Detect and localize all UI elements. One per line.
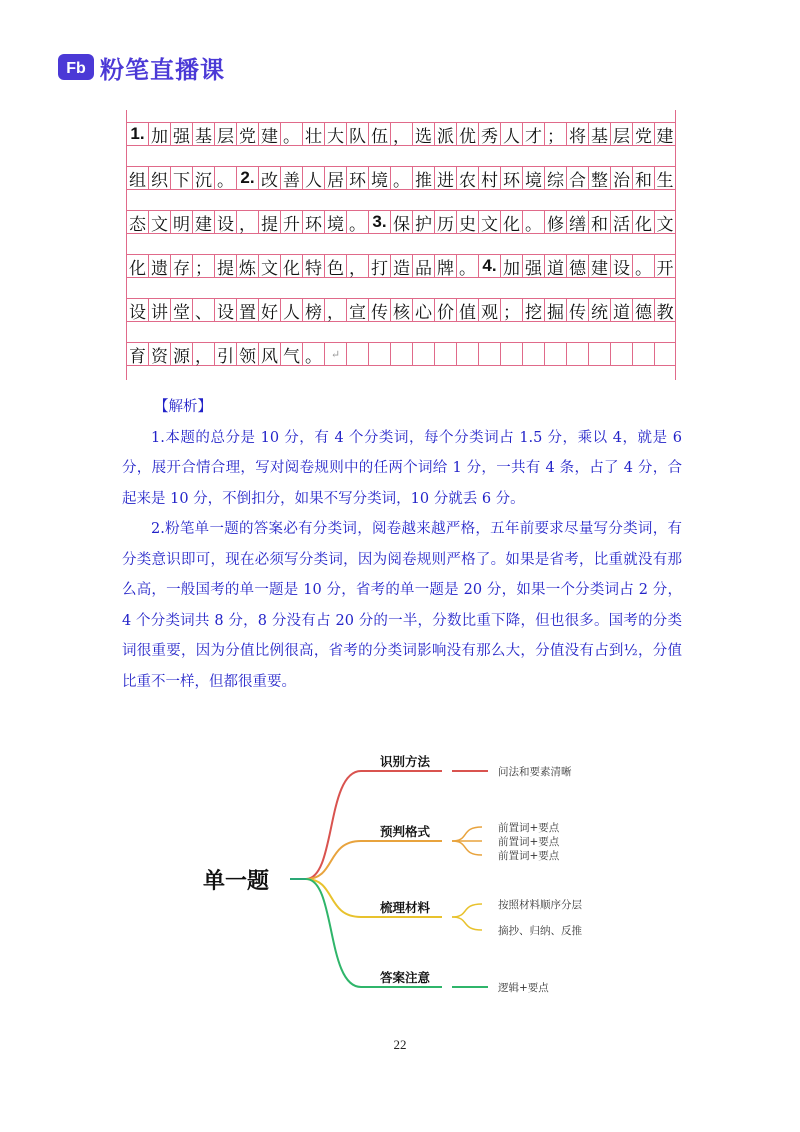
- grid-cell: 村: [478, 166, 500, 190]
- grid-cell: 掘: [544, 298, 566, 322]
- grid-cell: [544, 342, 566, 366]
- grid-cell: 色: [324, 254, 346, 278]
- grid-cell: 开: [654, 254, 676, 278]
- grid-cell: 沉: [192, 166, 214, 190]
- grid-cell: [390, 342, 412, 366]
- grid-cell: [478, 342, 500, 366]
- grid-cell: 织: [148, 166, 170, 190]
- grid-cell: 观: [478, 298, 500, 322]
- grid-cell: 化: [126, 254, 148, 278]
- mindmap-leaf: 前置词+要点: [498, 822, 560, 834]
- grid-cell: 层: [214, 122, 236, 146]
- grid-cell: [434, 342, 456, 366]
- grid-cell: 综: [544, 166, 566, 190]
- grid-cell: 心: [412, 298, 434, 322]
- grid-cell: [500, 342, 522, 366]
- grid-cell: 加: [500, 254, 522, 278]
- grid-cell: 秀: [478, 122, 500, 146]
- grid-cell: 。: [390, 166, 412, 190]
- fenbi-logo-icon: [58, 54, 94, 80]
- grid-cell: 德: [566, 254, 588, 278]
- mindmap-leaf: 问法和要素清晰: [498, 766, 572, 778]
- grid-cell: 保: [390, 210, 412, 234]
- grid-cell: 化: [280, 254, 302, 278]
- grid-cell: 明: [170, 210, 192, 234]
- grid-border-left: [126, 110, 127, 380]
- grid-cell: 史: [456, 210, 478, 234]
- grid-cell: 壮: [302, 122, 324, 146]
- grid-cell: 榜: [302, 298, 324, 322]
- grid-cell: 和: [632, 166, 654, 190]
- grid-cell: 升: [280, 210, 302, 234]
- grid-cell: 生: [654, 166, 676, 190]
- mindmap-leaf-connector: [452, 827, 482, 841]
- grid-cell: 改: [258, 166, 280, 190]
- grid-cell: 建: [258, 122, 280, 146]
- grid-cell: 。: [280, 122, 302, 146]
- grid-cell: 、: [192, 298, 214, 322]
- grid-cell: 缮: [566, 210, 588, 234]
- grid-cell: ，: [236, 210, 258, 234]
- grid-cell: 境: [522, 166, 544, 190]
- grid-cell: 化: [500, 210, 522, 234]
- grid-cell: 建: [588, 254, 610, 278]
- grid-cell: 环: [302, 210, 324, 234]
- grid-cell: 炼: [236, 254, 258, 278]
- grid-cell: 派: [434, 122, 456, 146]
- grid-cell: 人: [500, 122, 522, 146]
- grid-cell: 党: [236, 122, 258, 146]
- grid-cell: 好: [258, 298, 280, 322]
- mindmap-leaf: 摘抄、归纳、反推: [498, 925, 582, 937]
- header: [58, 50, 225, 84]
- mindmap-root: 单一题: [203, 869, 270, 894]
- grid-row: [126, 122, 676, 146]
- grid-cell: 设: [610, 254, 632, 278]
- grid-cell: 特: [302, 254, 324, 278]
- grid-cell: 建: [192, 210, 214, 234]
- mindmap-leaf-connector: [452, 841, 482, 855]
- grid-cell: 资: [148, 342, 170, 366]
- grid-cell: [368, 342, 390, 366]
- grid-cell: 治: [610, 166, 632, 190]
- grid-cell: 德: [632, 298, 654, 322]
- grid-cell: 善: [280, 166, 302, 190]
- grid-cell: 基: [588, 122, 610, 146]
- grid-cell: 领: [236, 342, 258, 366]
- brand-title: 粉笔直播课: [100, 55, 225, 84]
- grid-cell: 居: [324, 166, 346, 190]
- grid-cell: 造: [390, 254, 412, 278]
- grid-cell: 置: [236, 298, 258, 322]
- grid-cell: 。: [632, 254, 654, 278]
- grid-cell: [654, 342, 676, 366]
- grid-cell: 环: [500, 166, 522, 190]
- grid-cell: 堂: [170, 298, 192, 322]
- grid-cell: 加: [148, 122, 170, 146]
- grid-cell: 气: [280, 342, 302, 366]
- grid-cell: 进: [434, 166, 456, 190]
- grid-cell: 大: [324, 122, 346, 146]
- grid-cell: 境: [324, 210, 346, 234]
- grid-cell: 。: [456, 254, 478, 278]
- grid-cell: 历: [434, 210, 456, 234]
- grid-cell: ，: [192, 342, 214, 366]
- grid-cell: 农: [456, 166, 478, 190]
- grid-cell: 基: [192, 122, 214, 146]
- grid-cell: 建: [654, 122, 676, 146]
- grid-row: [126, 254, 676, 278]
- page-number: 22: [393, 1037, 407, 1052]
- grid-cell: ，: [390, 122, 412, 146]
- grid-cell: 优: [456, 122, 478, 146]
- grid-cell: 传: [566, 298, 588, 322]
- analysis-paragraph-2: 2.粉笔单一题的答案必有分类词，阅卷越来越严格，五年前要求尽量写分类词，有分类意识即可，现在必须写分类词，因为阅卷规则严格了。如果是省考，比重就没有那么高，一般国考的单一题是 10 分，省考的单一题是 20 分，如果一个分类词占 2 分，4 个分类词共 8 分，8 分没有占 20 分的一半，分数比重下降，但也很多。国考的分类词很重要，因为分值比例很高，省考的分类词影响没有那么大，分值没有占到½，分值比重不一样，但都很重要。: [122, 521, 682, 690]
- grid-cell: 。: [346, 210, 368, 234]
- grid-cell: 层: [610, 122, 632, 146]
- grid-cell: [522, 342, 544, 366]
- grid-cell: 设: [214, 210, 236, 234]
- grid-cell: 2.: [236, 166, 258, 190]
- grid-cell: 值: [456, 298, 478, 322]
- grid-cell: ；: [544, 122, 566, 146]
- grid-cell: ；: [500, 298, 522, 322]
- mindmap-leaf-connector: [452, 917, 482, 930]
- grid-cell: [632, 342, 654, 366]
- grid-cell: 提: [258, 210, 280, 234]
- mindmap-leaf: 前置词+要点: [498, 850, 560, 862]
- analysis-paragraph-1: 1.本题的总分是 10 分，有 4 个分类词，每个分类词占 1.5 分，乘以 4，就是 6 分，展开合情合理，写对阅卷规则中的任两个词给 1 分，一共有 4 条，占了 4 分，合起来是 10 分，不倒扣分，如果不写分类词，10 分就丢 6 分。: [122, 429, 682, 507]
- grid-cell: 环: [346, 166, 368, 190]
- grid-cell: 组: [126, 166, 148, 190]
- grid-cell: 人: [280, 298, 302, 322]
- grid-cell: [566, 342, 588, 366]
- grid-cell: 文: [258, 254, 280, 278]
- grid-cell: 修: [544, 210, 566, 234]
- grid-cell: [412, 342, 434, 366]
- grid-cell: 宣: [346, 298, 368, 322]
- grid-cell: 下: [170, 166, 192, 190]
- grid-cell: 打: [368, 254, 390, 278]
- grid-cell: 统: [588, 298, 610, 322]
- grid-cell: 育: [126, 342, 148, 366]
- grid-cell: 整: [588, 166, 610, 190]
- grid-cell: 强: [522, 254, 544, 278]
- analysis-tag: 【解析】: [154, 399, 212, 415]
- grid-cell: 强: [170, 122, 192, 146]
- grid-cell: 讲: [148, 298, 170, 322]
- grid-cell: 态: [126, 210, 148, 234]
- grid-cell: 文: [478, 210, 500, 234]
- grid-cell: 挖: [522, 298, 544, 322]
- grid-cell: ↵: [324, 342, 346, 366]
- grid-cell: 牌: [434, 254, 456, 278]
- mindmap: [180, 745, 620, 1005]
- grid-cell: 道: [544, 254, 566, 278]
- svg-text:Fb: Fb: [66, 60, 86, 77]
- grid-cell: 传: [368, 298, 390, 322]
- grid-row: [126, 210, 676, 234]
- grid-cell: ，: [346, 254, 368, 278]
- grid-cell: ，: [324, 298, 346, 322]
- analysis-section: [122, 392, 682, 697]
- grid-cell: 3.: [368, 210, 390, 234]
- grid-cell: 设: [214, 298, 236, 322]
- grid-cell: [588, 342, 610, 366]
- grid-row: [126, 298, 676, 322]
- grid-cell: 核: [390, 298, 412, 322]
- grid-row: [126, 166, 676, 190]
- grid-cell: 化: [632, 210, 654, 234]
- grid-cell: 境: [368, 166, 390, 190]
- mindmap-branch-label: 答案注意: [380, 970, 431, 985]
- mindmap-leaf: 逻辑+要点: [498, 982, 549, 994]
- grid-cell: 风: [258, 342, 280, 366]
- grid-cell: 文: [148, 210, 170, 234]
- grid-cell: 设: [126, 298, 148, 322]
- grid-cell: 合: [566, 166, 588, 190]
- grid-cell: [346, 342, 368, 366]
- grid-row: [126, 342, 676, 366]
- mindmap-branch-label: 预判格式: [380, 824, 431, 839]
- mindmap-leaf-connector: [452, 904, 482, 917]
- grid-cell: 。: [302, 342, 324, 366]
- grid-cell: 4.: [478, 254, 500, 278]
- grid-cell: 源: [170, 342, 192, 366]
- grid-cell: 遗: [148, 254, 170, 278]
- grid-cell: 价: [434, 298, 456, 322]
- mindmap-branch-label: 识别方法: [380, 754, 431, 769]
- grid-cell: 党: [632, 122, 654, 146]
- grid-cell: 伍: [368, 122, 390, 146]
- mindmap-branch-label: 梳理材料: [380, 900, 431, 915]
- grid-cell: [456, 342, 478, 366]
- grid-cell: 。: [522, 210, 544, 234]
- grid-cell: 1.: [126, 122, 148, 146]
- grid-cell: 人: [302, 166, 324, 190]
- grid-cell: 将: [566, 122, 588, 146]
- grid-cell: 队: [346, 122, 368, 146]
- grid-border-right: [675, 110, 676, 380]
- grid-cell: 才: [522, 122, 544, 146]
- grid-cell: 引: [214, 342, 236, 366]
- grid-cell: 和: [588, 210, 610, 234]
- grid-cell: 文: [654, 210, 676, 234]
- grid-cell: 品: [412, 254, 434, 278]
- grid-cell: 选: [412, 122, 434, 146]
- answer-grid: [126, 110, 676, 380]
- grid-cell: ；: [192, 254, 214, 278]
- grid-cell: 教: [654, 298, 676, 322]
- grid-cell: 提: [214, 254, 236, 278]
- grid-cell: 道: [610, 298, 632, 322]
- grid-cell: 。: [214, 166, 236, 190]
- grid-cell: [610, 342, 632, 366]
- mindmap-leaf: 前置词+要点: [498, 836, 560, 848]
- grid-cell: 存: [170, 254, 192, 278]
- grid-cell: 护: [412, 210, 434, 234]
- grid-cell: 活: [610, 210, 632, 234]
- grid-cell: 推: [412, 166, 434, 190]
- mindmap-leaf: 按照材料顺序分层: [498, 899, 582, 911]
